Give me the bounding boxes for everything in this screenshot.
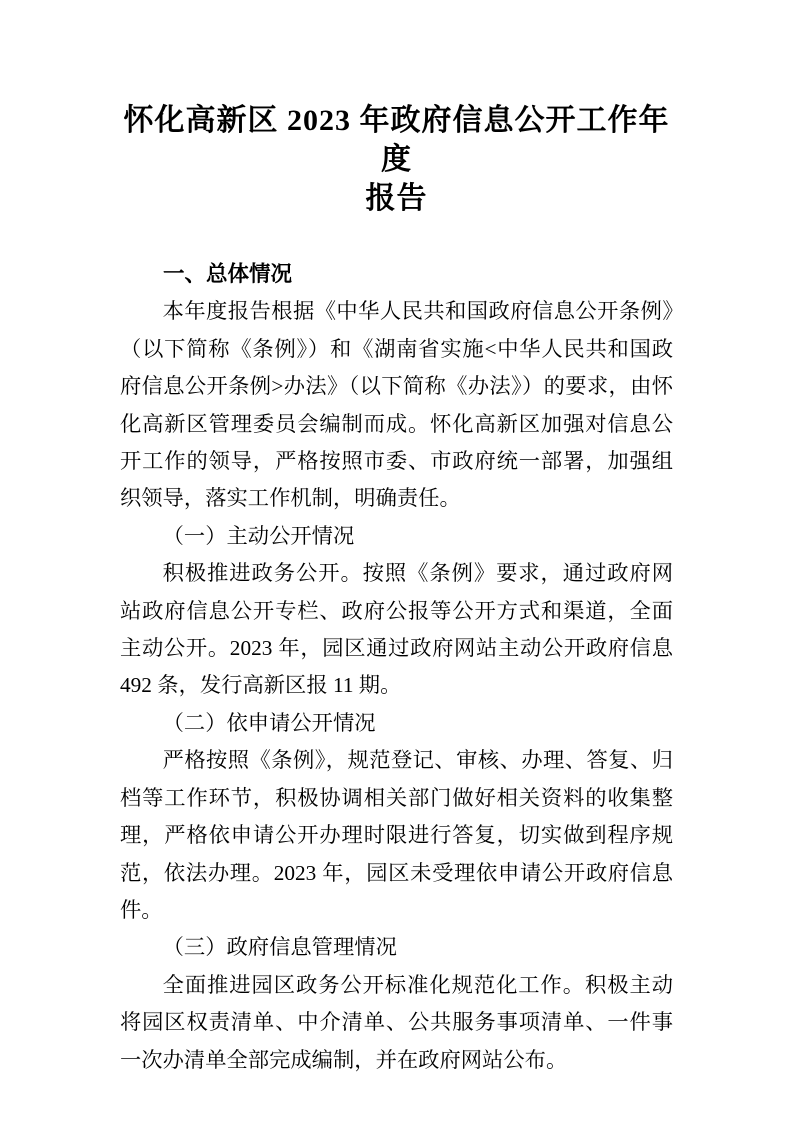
subsection-paragraph-disclosure-upon-request: 严格按照《条例》，规范登记、审核、办理、答复、归档等工作环节，积极协调相关部门做好相关资料的收集整理，严格依申请公开办理时限进行答复，切实做到程序规范，依法办理。2023 年，园区未受理依申请公开政府信息件。: [120, 748, 673, 922]
subsection-heading-proactive-disclosure: （一）主动公开情况: [162, 523, 355, 548]
subsection-heading-information-management: （三）政府信息管理情况: [162, 935, 397, 960]
intro-paragraph: 本年度报告根据《中华人民共和国政府信息公开条例》（以下简称《条例》）和《湖南省实施<中华人民共和国政府信息公开条例>办法》（以下简称《办法》）的要求，由怀化高新区管理委员会编制而成。怀化高新区加强对信息公开工作的领导，严格按照市委、市政府统一部署，加强组织领导，落实工作机制，明确责任。: [120, 299, 673, 511]
subsection-heading-disclosure-upon-request: （二）依申请公开情况: [162, 710, 376, 735]
subsection-paragraph-information-management: 全面推进园区政务公开标准化规范化工作。积极主动将园区权责清单、中介清单、公共服务事项清单、一件事一次办清单全部完成编制，并在政府网站公布。: [120, 972, 673, 1072]
document-body: [120, 256, 673, 1079]
section-heading-overall-situation: 一、总体情况: [163, 262, 293, 286]
subsection-paragraph-proactive-disclosure: 积极推进政务公开。按照《条例》要求，通过政府网站政府信息公开专栏、政府公报等公开方式和渠道，全面主动公开。2023 年，园区通过政府网站主动公开政府信息 492 条，发行高新区报 11 期。: [120, 561, 673, 698]
document-title-line-1: 怀化高新区 2023 年政府信息公开工作年度: [123, 104, 670, 176]
document-title-line-2: 报告: [365, 182, 428, 215]
document-title: [120, 101, 673, 218]
